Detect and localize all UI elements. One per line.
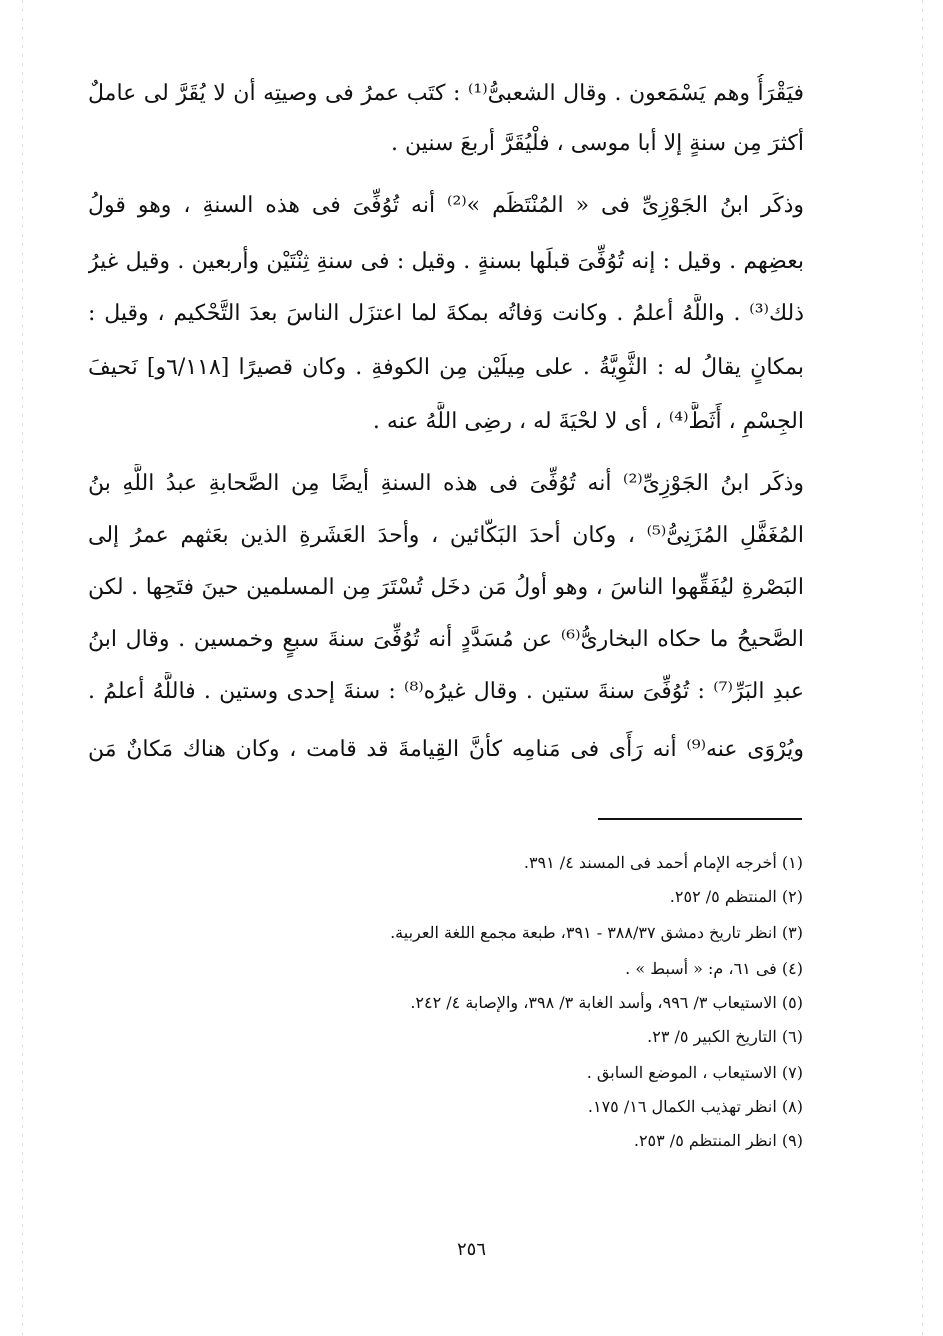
text-line: الجِسْمِ ، أَثَطَّ⁽⁴⁾ ، أى لا لحْيَةَ له ، رضِى اللَّهُ عنه . xyxy=(372,409,804,434)
footnote: (٢) المنتظم ٥/ ٢٥٢. xyxy=(669,887,803,906)
text-line: ويُرْوَى عنه⁽⁹⁾ أنه رَأَى فى مَنامِه كأنَّ القِيامةَ قد قامت ، وكان هناك مَكانٌ مَن xyxy=(88,737,804,762)
page-number: ٢٥٦ xyxy=(456,1239,486,1260)
footnote: (٥) الاستيعاب ٣/ ٩٩٦، وأسد الغابة ٣/ ٣٩٨، والإصابة ٤/ ٢٤٢. xyxy=(410,993,803,1012)
text-line: البَصْرةِ ليُفَقِّهوا الناسَ ، وهو أولُ مَن دخَل تُسْتَرَ مِن المسلمين حينَ فتَحِها . لكن xyxy=(88,575,804,600)
footnote: (٩) انظر المنتظم ٥/ ٢٥٣. xyxy=(633,1131,803,1150)
text-line: وذكَر ابنُ الجَوْزِىِّ فى « المُنْتَظَم »⁽²⁾ أنه تُوُفِّىَ فى هذه السنةِ ، وهو قولُ xyxy=(88,193,804,218)
footnote: (٨) انظر تهذيب الكمال ١٦/ ١٧٥. xyxy=(587,1097,803,1116)
footnote: (٧) الاستيعاب ، الموضع السابق . xyxy=(586,1063,803,1082)
footnote-separator xyxy=(598,818,802,820)
text-line: الصَّحيحُ ما حكاه البخارىُّ⁽⁶⁾ عن مُسَدَّدٍ أنه تُوُفِّىَ سنةَ سبعٍ وخمسين . وقال ابنُ xyxy=(88,627,804,652)
text-line: أكثرَ مِن سنةٍ إلا أبا موسى ، فلْيُقَرَّ أربعَ سنين . xyxy=(390,131,804,156)
footnote: (٣) انظر تاريخ دمشق ٣٨٨/٣٧ - ٣٩١، طبعة مجمع اللغة العربية. xyxy=(390,923,803,942)
scan-edge-left xyxy=(22,0,23,1336)
text-line: فيَقْرَأُ وهم يَسْمَعون . وقال الشعبىُّ⁽¹⁾ : كتَب عمرُ فى وصيتِه أن لا يُقَرَّ لى عاملٌ xyxy=(88,81,804,106)
text-line: وذكَر ابنُ الجَوْزِىِّ⁽²⁾ أنه تُوُفِّىَ فى هذه السنةِ أيضًا مِن الصَّحابةِ عبدُ اللَّهِ بنُ xyxy=(88,471,804,496)
footnote: (٦) التاريخ الكبير ٥/ ٢٣. xyxy=(647,1027,803,1046)
scan-edge-right xyxy=(922,0,923,1336)
text-line: عبدِ البَرِّ⁽⁷⁾ : تُوُفِّىَ سنةَ ستين . وقال غيرُه⁽⁸⁾ : سنةَ إحدى وستين . فاللَّهُ أعلمُ . xyxy=(88,679,804,704)
footnote: (١) أخرجه الإمام أحمد فى المسند ٤/ ٣٩١. xyxy=(523,853,803,872)
text-line: بمكانٍ يقالُ له : الثَّوِيَّةُ . على مِيلَيْن مِن الكوفةِ . وكان قصيرًا [٦/١١٨و] نَحيفَ xyxy=(88,355,804,380)
text-line: المُغَفَّلِ المُزَنِىُّ⁽⁵⁾ ، وكان أحدَ البَكّائين ، وأحدَ العَشَرةِ الذين بعَثهم عمرُ إلى xyxy=(88,523,804,548)
text-line: بعضِهم . وقيل : إنه تُوُفِّىَ قبلَها بسنةٍ . وقيل : فى سنةِ ثِنْتَيْن وأربعين . وقيل غيرُ xyxy=(88,249,804,274)
text-line: ذلك⁽³⁾ . واللَّهُ أعلمُ . وكانت وَفاتُه بمكةَ لما اعتزَل الناسَ بعدَ التَّحْكيم ، وقيل : xyxy=(88,301,804,326)
footnote: (٤) فى ٦١، م: « أسبط » . xyxy=(625,959,803,978)
